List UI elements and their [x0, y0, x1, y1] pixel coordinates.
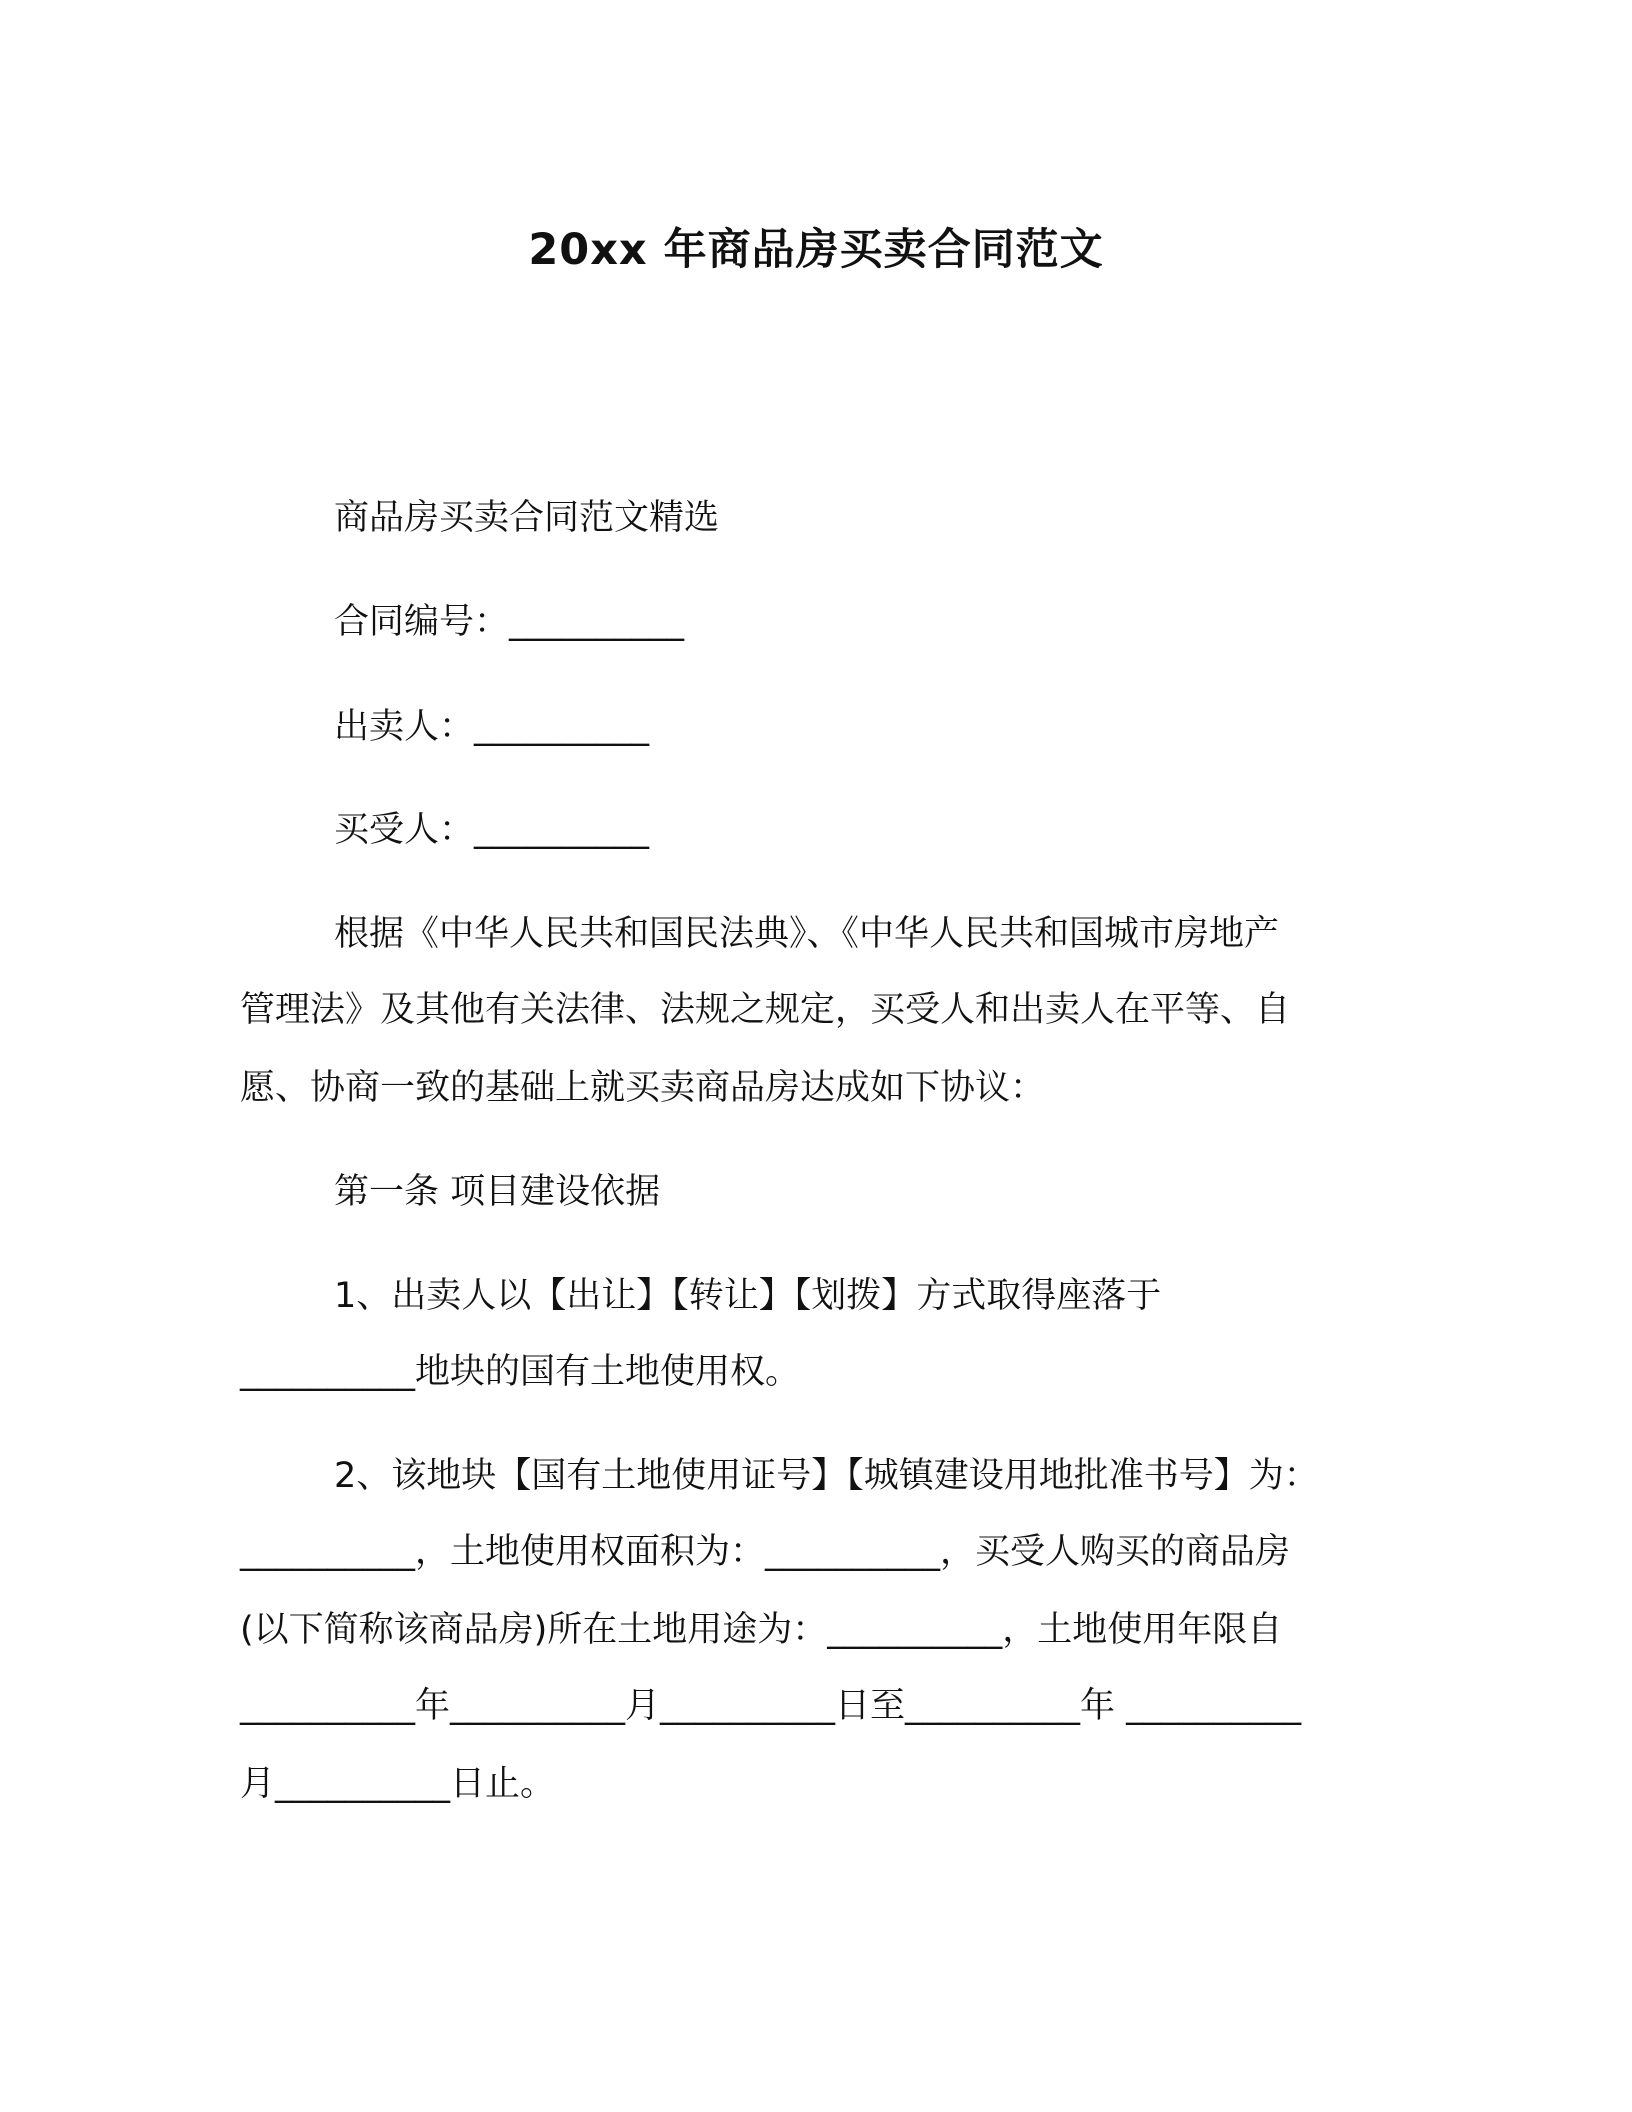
clause-2-line-5: 月__________日止。 [240, 1764, 556, 1804]
clause-1-line-1: 1、出卖人以【出让】【转让】【划拨】方式取得座落于 [334, 1276, 1162, 1316]
clause-1-line-2: __________地块的国有土地使用权。 [240, 1352, 801, 1392]
clause-2-line-2: __________，土地使用权面积为：__________，买受人购买的商品房 [240, 1532, 1291, 1572]
document-title: 20xx 年商品房买卖合同范文 [528, 225, 1104, 275]
contract-number-field: 合同编号：__________ [334, 602, 685, 642]
clause-2-line-4: __________年__________月__________日至__________年 __________ [240, 1686, 1302, 1726]
preamble-line-2: 管理法》及其他有关法律、法规之规定，买受人和出卖人在平等、自 [240, 990, 1291, 1030]
buyer-field: 买受人：__________ [334, 810, 650, 850]
subtitle: 商品房买卖合同范文精选 [334, 498, 720, 538]
preamble-line-1: 根据《中华人民共和国民法典》、《中华人民共和国城市房地产 [334, 914, 1280, 954]
seller-field: 出卖人：__________ [334, 707, 650, 747]
clause-2-line-1: 2、该地块【国有土地使用证号】【城镇建设用地批准书号】为： [334, 1456, 1319, 1496]
clause-2-line-3: (以下简称该商品房)所在土地用途为：__________，土地使用年限自 [240, 1610, 1283, 1650]
preamble-line-3: 愿、协商一致的基础上就买卖商品房达成如下协议： [240, 1068, 1046, 1108]
article-1-heading: 第一条 项目建设依据 [334, 1172, 661, 1212]
